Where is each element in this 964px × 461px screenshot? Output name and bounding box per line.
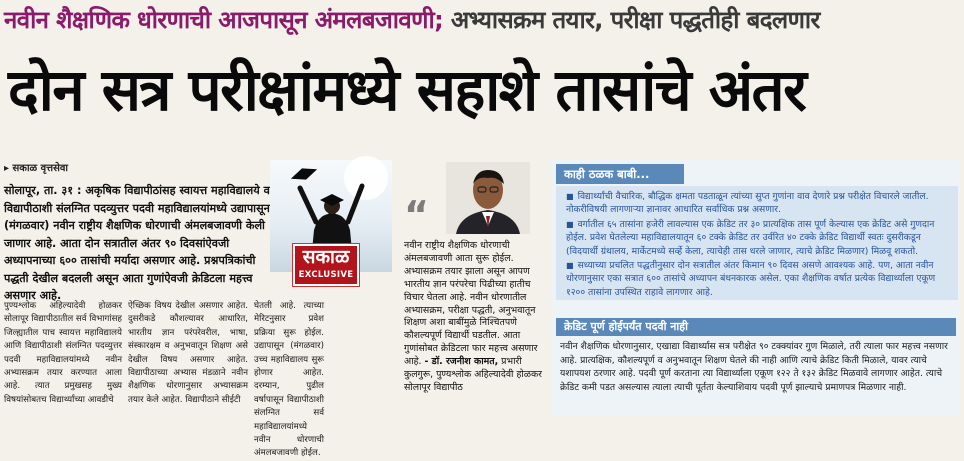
lead-paragraph: सोलापूर, ता. ३१ : अकृषिक विद्यापीठांसह स्वायत्त महाविद्यालये व विद्यापीठाशी संलग्नित पदव्युत्तर पदवी महाविद्यालयांमध्ये उद्यापासून (मंगळवार) नवीन राष्ट्रीय शैक्षणिक धोरणाची अंमलबजावणी केली जाणार आहे. आता दोन सत्रातील अंतर ९० दिवसांऐवजी अध्यापनाच्या ६०० तासांची मर्यादा असणार आहे. प्रश्नपत्रिकांची पद्धती देखील बदलली असून आता गुणांऐवजी क्रेडिटला महत्त्व असणार आहे. bbox=[4, 184, 270, 302]
portrait-illustration bbox=[446, 162, 530, 234]
quote-block bbox=[404, 240, 547, 395]
sidebar-paragraph: नवीन शैक्षणिक धोरणानुसार, एखाद्या विद्यार्थ्यास सत्र परीक्षेत ९० टक्क्यांवर गुण मिळाले, तरी त्याला फार महत्त्व नसणार आहे. प्रात्यक्षिक, कौशल्यपूर्ण व अनुभवातून शिक्षण घेतले की नाही आणि त्याचे क्रेडिट किती मिळाले, यावर त्याचे यशापयश ठरणार आहे. पदवी पूर्ण करताना त्या विद्यार्थ्याला एकूण १२२ ते १३२ क्रेडिट मिळवावे लागणार आहेत. त्याचे क्रेडिट कमी पडत असल्यास त्याला त्याची पूर्तता केल्याशिवाय पदवी पूर्ण झाल्याचे प्रमाणपत्र मिळणार नाही. bbox=[560, 341, 948, 393]
sidebar-heading: काही ठळक बाबी... bbox=[556, 164, 684, 184]
vice-chancellor-portrait bbox=[446, 162, 530, 234]
body-column-1: पुण्यश्लोक अहिल्यादेवी होळकर सोलापूर विद्यापीठातील सर्व विभागांसह जिल्ह्यातील पाच स्वायत्त महाविद्यालये आणि विद्यापीठाशी संलग्नित पदव्युत्तर पदवी महाविद्यालयांमध्ये नवीन अभ्यासक्रम तयार करण्यात आला आहे. त्यात प्रमुखसह मुख्य विषयांसोबतच विद्यार्थ्यांच्या आवडीचे bbox=[4, 301, 122, 405]
sidebar-points bbox=[556, 186, 958, 300]
body-column-2: ऐच्छिक विषय देखील असणार आहेत. दुसरीकडे कौशल्यावर आधारित, भारतीय ज्ञान परंपरेवरील, भाषा, संस्कारक्षम व अनुभवातून शिक्षण असे देखील विषय असणार आहेत. विद्यापीठाच्या अभ्यास मंडळाने नवीन शैक्षणिक धोरणानुसार अभ्यासक्रम तयार केले आहेत. विद्यापीठाने सीईटी bbox=[128, 301, 248, 405]
kicker-part1: नवीन शैक्षणिक धोरणाची आजपासून अंमलबजावणी; bbox=[4, 6, 444, 34]
sidebar-heading-2: क्रेडिट पूर्ण होईपर्यंत पदवी नाही bbox=[556, 318, 956, 336]
quote-role: प्रभारी कुलगुरू, पुण्यश्लोक अहिल्यादेवी होळकर सोलापूर विद्यापीठ bbox=[404, 356, 543, 393]
brand-tag: EXCLUSIVE bbox=[298, 270, 354, 280]
bullet-icon: ■ bbox=[566, 192, 574, 201]
kicker-part2: अभ्यासक्रम तयार, परीक्षा पद्धतीही बदलणार bbox=[450, 6, 820, 34]
byline: ▸ सकाळ वृत्तसेवा bbox=[4, 163, 68, 174]
quote-author: - डॉ. रजनीश कामत, bbox=[424, 356, 499, 368]
quote-text: नवीन राष्ट्रीय शैक्षणिक धोरणाची अंमलबजावणी आता सुरू होईल. अभ्यासक्रम तयार झाला असून आपण भारतीय ज्ञान परंपरेचा पिढीच्या हातीच विचार घेतला आहे. नवीन धोरणातील अभ्यासक्रम, परीक्षा पद्धती, अनुभवातून शिक्षण अशा बाबींमुळे निश्चितपणे कौशल्यपूर्ण विद्यार्थी घडतील. आता गुणांसोबत क्रेडिटला फार महत्त्व असणार आहे. bbox=[404, 240, 538, 368]
bullet-icon: ■ bbox=[566, 219, 574, 229]
body-column-3: घेतली आहे. त्याच्या मेरिटनुसार प्रवेश प्रक्रिया सुरू होईल. उद्यापासून (मंगळवार) उच्च महाविद्यालय सुरू होणार आहेत. दरम्यान, पुढील वर्षापासून विद्यापीठाशी संलग्नित सर्व महाविद्यालयांमध्ये नवीन धोरणाची अंमलबजावणी होईल. bbox=[254, 301, 324, 459]
bullet-icon: ■ bbox=[566, 261, 574, 271]
quote-mark-icon: “ bbox=[404, 193, 429, 237]
sidebar-point: ■ विद्यार्थ्यांची वैचारिक, बौद्धिक क्षमता पडताळून त्यांच्या सुप्त गुणांना वाव देणारे प्रश्न परीक्षेत विचारले जातील. नोकरीविषयी लागणाऱ्या ज्ञानावर आधारित सर्वाधिक प्रश्न असणार. bbox=[566, 191, 929, 216]
kicker-line bbox=[4, 2, 960, 38]
sidebar-point: ■ वर्गातील ६५ तासांना हजेरी लावल्यास एक क्रेडिट तर ३० प्रात्यक्षिक तास पूर्ण केल्यास एक क्रेडिट असे गुणदान होईल. प्रवेश घेतलेल्या महाविद्यालयातून ६० टक्के क्रेडिट तर उर्वरित ४० टक्के क्रेडिट विद्यार्थी स्वतः दुसरीकडून (विदयार्थी ग्रंथालय, मार्केटमध्ये सर्व्हे केला, त्याचेही तास धरले जाणार, त्याचे क्रेडिट मिळणार) मिळवू शकतो. bbox=[566, 218, 935, 257]
headline: दोन सत्र परीक्षांमध्ये सहाशे तासांचे अंतर bbox=[8, 56, 806, 124]
sidebar-point: ■ सध्याच्या प्रचलित पद्धतीनुसार दोन सत्रातील अंतर किमान ९० दिवस असणे आवश्यक आहे. पण, आता नवीन धोरणानुसार एका सत्रात ६०० तासांचे अध्यापन बंधनकारक असेल. एका शैक्षणिक वर्षात प्रत्येक विद्यार्थ्याला एकूण १२०० तासांना उपस्थित राहावे लागणार आहे. bbox=[566, 260, 936, 298]
brand-name: सकाळ bbox=[302, 246, 350, 268]
